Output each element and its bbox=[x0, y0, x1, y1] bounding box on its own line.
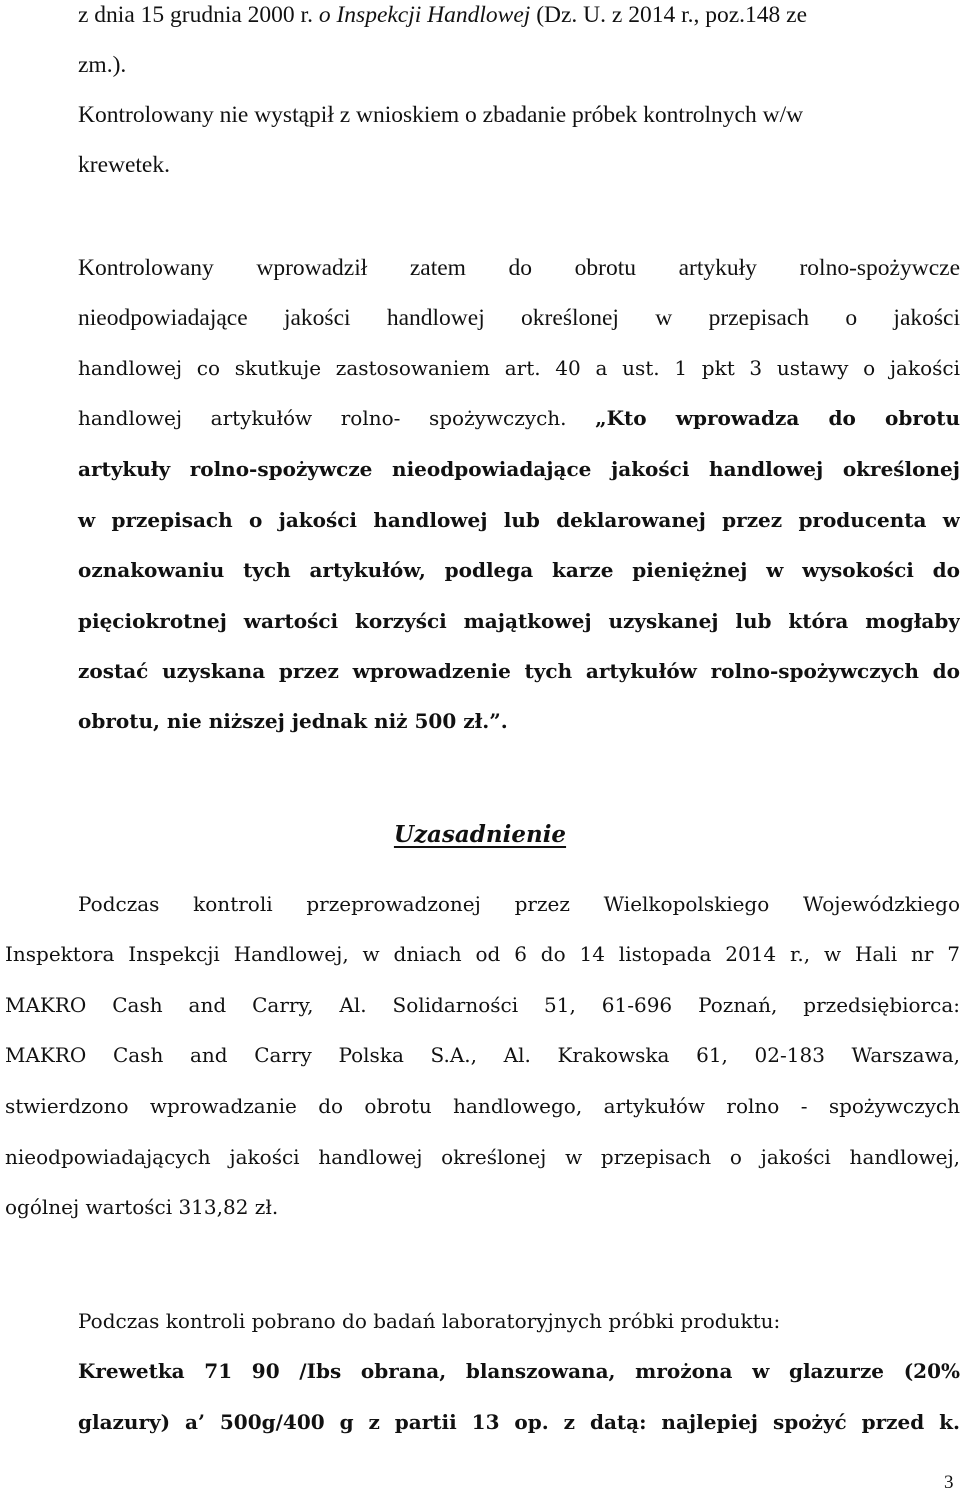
text-line: ogólnej wartości 313,82 zł. bbox=[5, 1195, 279, 1219]
text-line: MAKRO Cash and Carry Polska S.A., Al. Krakowska 61, 02-183 Warszawa, bbox=[5, 1043, 960, 1067]
text-line: Podczas kontroli przeprowadzonej przez Wielkopolskiego Wojewódzkiego bbox=[78, 892, 960, 916]
text-line: Kontrolowany nie wystąpił z wnioskiem o zbadanie próbek kontrolnych w/w bbox=[78, 102, 804, 128]
text-line: nieodpowiadające jakości handlowej określonej w przepisach o jakości bbox=[78, 305, 960, 331]
quoted-provision-start: „Kto wprowadza do obrotu bbox=[595, 406, 960, 430]
section-heading: Uzasadnienie bbox=[393, 821, 567, 848]
text-line: stwierdzono wprowadzanie do obrotu handlowego, artykułów rolno - spożywczych bbox=[5, 1094, 960, 1118]
text-line: Inspektora Inspekcji Handlowej, w dniach od 6 do 14 listopada 2014 r., w Hali nr 7 bbox=[5, 942, 960, 966]
page-number: 3 bbox=[944, 1472, 954, 1493]
quoted-provision-line: artykuły rolno-spożywcze nieodpowiadające jakości handlowej określonej bbox=[78, 457, 960, 481]
product-description-line: glazury) a’ 500g/400 g z partii 13 op. z datą: najlepiej spożyć przed k. bbox=[78, 1410, 960, 1434]
quoted-provision-line: oznakowaniu tych artykułów, podlega karze pieniężnej w wysokości do bbox=[78, 558, 960, 582]
quoted-provision-line: pięciokrotnej wartości korzyści majątkowej uzyskanej lub która mogłaby bbox=[78, 609, 960, 633]
product-description-line: Krewetka 71 90 /Ibs obrana, blanszowana, mrożona w glazurze (20% bbox=[78, 1359, 960, 1383]
text-line: handlowej co skutkuje zastosowaniem art. 40 a ust. 1 pkt 3 ustawy o jakości bbox=[78, 356, 960, 380]
text-segment: (Dz. U. z 2014 r., poz.148 ze bbox=[530, 2, 808, 28]
text-line: krewetek. bbox=[78, 152, 170, 178]
text-line bbox=[78, 408, 960, 428]
quoted-provision-line: obrotu, nie niższej jednak niż 500 zł.”. bbox=[78, 709, 508, 733]
act-title-italic: o Inspekcji Handlowej bbox=[318, 2, 531, 28]
text-line: zm.). bbox=[78, 52, 127, 78]
text-line: MAKRO Cash and Carry, Al. Solidarności 51, 61-696 Poznań, przedsiębiorca: bbox=[5, 993, 960, 1017]
text-line bbox=[78, 4, 807, 28]
text-segment: handlowej artykułów rolno- spożywczych. bbox=[78, 406, 596, 430]
text-line: Podczas kontroli pobrano do badań laboratoryjnych próbki produktu: bbox=[78, 1309, 781, 1333]
quoted-provision-line: zostać uzyskana przez wprowadzenie tych artykułów rolno-spożywczych do bbox=[78, 659, 960, 683]
text-line: Kontrolowany wprowadził zatem do obrotu artykuły rolno-spożywcze bbox=[78, 255, 960, 281]
text-line: nieodpowiadających jakości handlowej określonej w przepisach o jakości handlowej, bbox=[5, 1145, 960, 1169]
quoted-provision-line: w przepisach o jakości handlowej lub deklarowanej przez producenta w bbox=[78, 508, 960, 532]
text-segment: z dnia 15 grudnia 2000 r. bbox=[78, 2, 319, 28]
